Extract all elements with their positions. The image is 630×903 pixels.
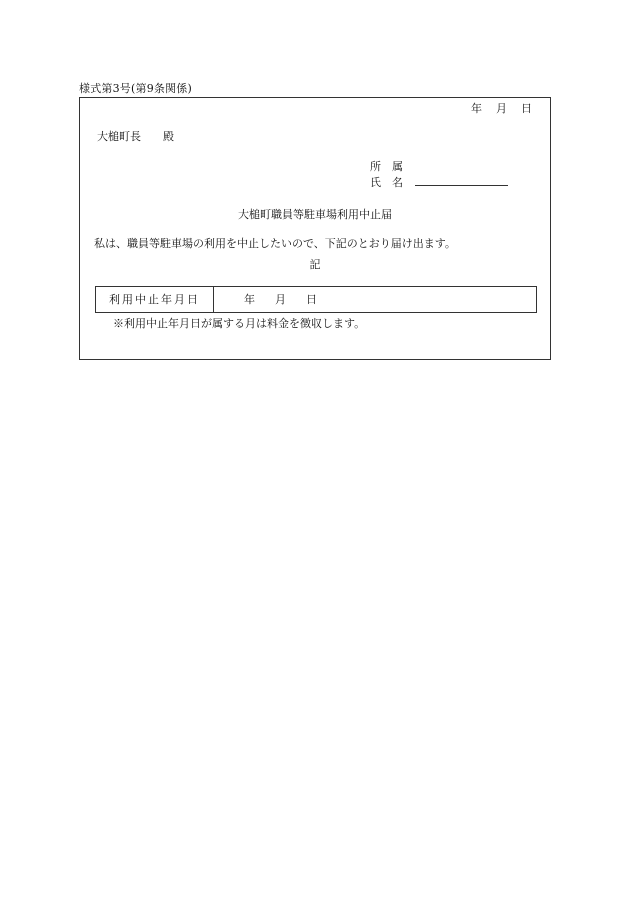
- stop-date-table: [95, 286, 537, 313]
- submission-date: [471, 100, 532, 116]
- date-day-label: 日: [521, 102, 532, 115]
- name-signature-line[interactable]: [415, 174, 508, 186]
- addressee: [97, 128, 174, 144]
- addressee-honorific: 殿: [163, 130, 174, 143]
- document-title: 大槌町職員等駐車場利用中止届: [238, 208, 392, 221]
- name-row: [370, 174, 508, 189]
- stop-date-year-label: 年: [244, 293, 255, 306]
- stop-date-day-label: 日: [306, 293, 317, 306]
- affiliation-label: 所 属: [370, 160, 403, 173]
- fee-note: ※利用中止年月日が属する月は料金を徴収します。: [113, 317, 366, 330]
- stop-date-header: 利用中止年月日: [96, 287, 214, 312]
- addressee-name: 大槌町長: [97, 130, 141, 143]
- form-number: 様式第3号(第9条関係): [79, 82, 192, 95]
- statement-text: 私は、職員等駐車場の利用を中止したいので、下記のとおり届け出ます。: [94, 237, 456, 250]
- form-box: [79, 97, 551, 360]
- applicant-block: [370, 159, 508, 189]
- affiliation-row: [370, 159, 508, 174]
- date-year-label: 年: [471, 102, 482, 115]
- stop-date-field[interactable]: [214, 287, 536, 312]
- stop-date-month-label: 月: [275, 293, 286, 306]
- name-label: 氏 名: [370, 176, 403, 189]
- ki-heading: 記: [309, 258, 321, 271]
- date-month-label: 月: [496, 102, 507, 115]
